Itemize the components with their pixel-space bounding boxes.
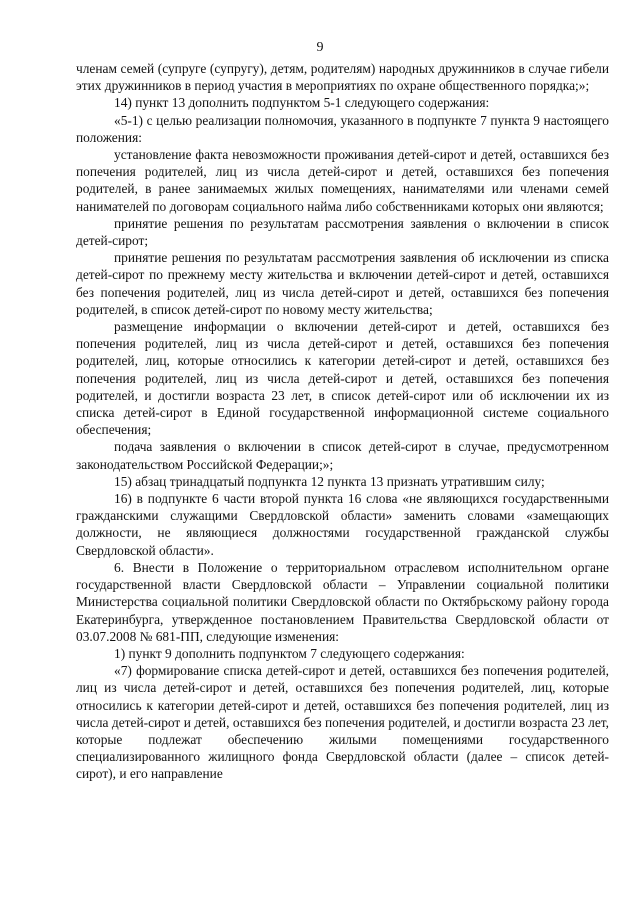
- paragraph: принятие решения по результатам рассмотрения заявления об исключении из списка детей-сирот по прежнему месту жительства и включении детей-сирот и детей, оставшихся без попечения родителей, лиц из числа детей-сирот и детей, оставшихся без попечения родителей, в список детей-сирот по новому месту жительства;: [76, 250, 609, 317]
- paragraph: размещение информации о включении детей-сирот и детей, оставшихся без попечения родителей, лиц из числа детей-сирот и детей, оставшихся без попечения родителей, лиц, которые относились к категории детей-сирот и детей, оставшихся без попечения родителей, лиц из числа детей-сирот и детей, оставшихся без попечения родителей, и достигли возраста 23 лет, в список детей-сирот или об исключении их из списка детей-сирот в Единой государственной информационной системе социального обеспечения;: [76, 319, 609, 438]
- paragraph: 16) в подпункте 6 части второй пункта 16 слова «не являющихся государственными гражданскими служащими Свердловской области» заменить словами «замещающих должности, не являющиеся должностями государственной гражданской службы Свердловской области».: [76, 491, 609, 558]
- paragraph: 6. Внести в Положение о территориальном отраслевом исполнительном органе государственной власти Свердловской области – Управлении социальной политики Министерства социальной политики Свердловской области по Октябрьскому району города Екатеринбурга, утвержденное постановлением Правительства Свердловской области от 03.07.2008 № 681-ПП, следующие изменения:: [76, 559, 609, 644]
- paragraph: 14) пункт 13 дополнить подпунктом 5-1 следующего содержания:: [114, 95, 490, 111]
- page-number: 9: [316, 40, 324, 55]
- paragraph: 1) пункт 9 дополнить подпунктом 7 следующего содержания:: [114, 645, 465, 661]
- document-body: [76, 60, 609, 783]
- paragraph: принятие решения по результатам рассмотрения заявления о включении в список детей-сирот;: [76, 215, 609, 249]
- paragraph: «7) формирование списка детей-сирот и детей, оставшихся без попечения родителей, лиц из числа детей-сирот и детей, оставшихся без попечения родителей, лиц, которые относились к категории детей-сирот и детей, оставшихся без попечения родителей, лиц из числа детей-сирот и детей, оставшихся без попечения родителей, и достигли возраста 23 лет, которые подлежат обеспечению жилыми помещениями государственного специализированного жилищного фонда Свердловской области (далее – список детей-сирот), и его направление: [76, 663, 609, 782]
- paragraph: 15) абзац тринадцатый подпункта 12 пункта 13 признать утратившим силу;: [114, 473, 545, 489]
- paragraph: членам семей (супруге (супругу), детям, родителям) народных дружинников в случае гибели этих дружинников в период участия в мероприятиях по охране общественного порядка;»;: [76, 61, 609, 94]
- paragraph: установление факта невозможности проживания детей-сирот и детей, оставшихся без попечения родителей, лиц из числа детей-сирот и детей, оставшихся без попечения родителей, в ранее занимаемых жилых помещениях, нанимателями или членами семей нанимателей по договорам социального найма либо собственниками которых они являются;: [76, 147, 609, 214]
- paragraph: подача заявления о включении в список детей-сирот в случае, предусмотренном законодательством Российской Федерации;»;: [76, 439, 609, 472]
- paragraph: «5-1) с целью реализации полномочия, указанного в подпункте 7 пункта 9 настоящего положения:: [76, 112, 609, 145]
